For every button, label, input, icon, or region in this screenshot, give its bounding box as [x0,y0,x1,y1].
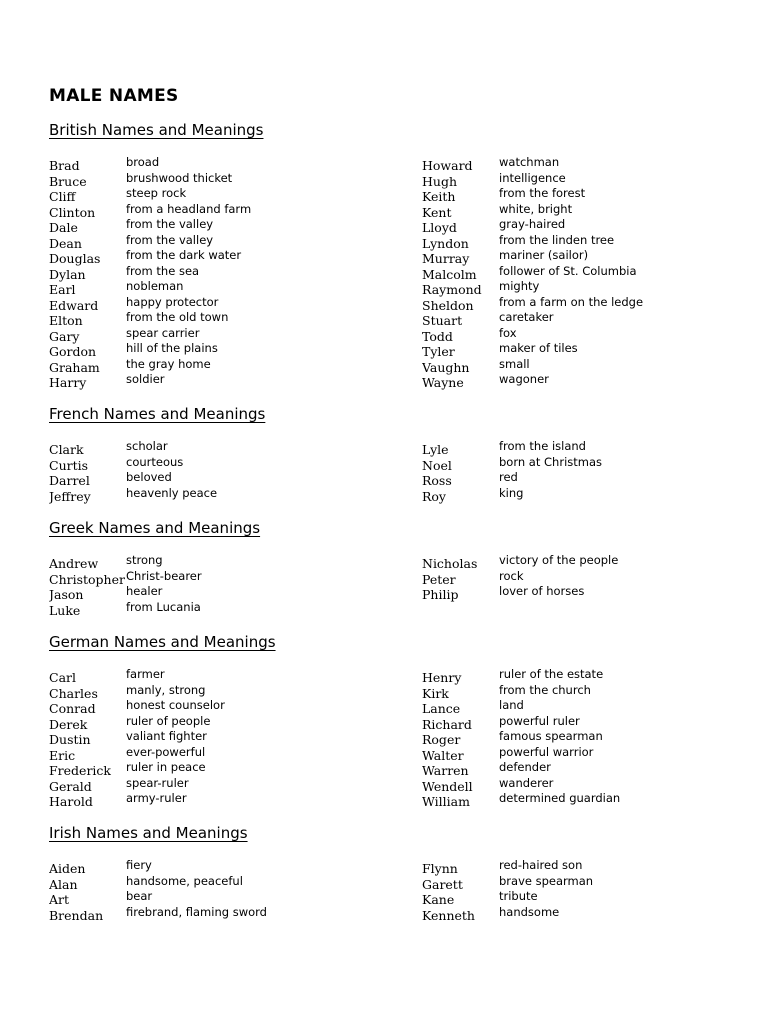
name-text: Keith [422,189,456,204]
name-entry [49,356,409,375]
meaning-text: from the valley [126,217,214,231]
name-text: Wayne [422,375,464,390]
name-entry [49,472,409,488]
meaning-text: from the old town [126,310,229,324]
section-heading: German Names and Meanings [49,633,276,651]
name-text: Kirk [422,685,449,701]
meaning-text: from the forest [499,186,586,200]
name-text: Flynn [422,861,458,876]
meaning-text: brave spearman [499,873,594,888]
name-entry [422,263,762,282]
name-entry [422,312,762,328]
meaning-text: powerful warrior [499,744,594,759]
name-text: Vaughn [422,359,470,375]
section-heading: Irish Names and Meanings [49,824,248,842]
name-entry [49,374,409,390]
meaning-text: spear carrier [126,325,200,340]
name-text: Gerald [49,778,92,794]
name-text: Lyle [422,442,449,457]
meaning-text: from the church [499,682,591,697]
name-entry [422,682,762,701]
name-text: Tyler [422,344,455,359]
meaning-text: from Lucania [126,599,201,614]
name-text: Harold [49,794,93,809]
name-text: Warren [422,763,469,778]
name-text: Conrad [49,701,96,716]
name-entry [49,586,409,602]
name-text: Cliff [49,189,76,204]
meaning-text: red [499,470,518,484]
name-entry [422,744,762,763]
name-entry [49,170,409,189]
name-entry [49,713,409,732]
names-column-right [422,555,762,602]
name-entry [422,762,762,778]
name-entry [422,188,762,204]
names-column-right [422,860,762,922]
name-text: Brendan [49,907,104,923]
names-column-right [422,669,762,809]
name-text: Lance [422,701,461,716]
meaning-text: fiery [126,858,152,872]
name-text: Gordon [49,344,97,359]
name-text: Darrel [49,473,90,488]
meaning-text: king [499,485,524,500]
name-entry [49,555,409,571]
name-text: Clark [49,442,84,457]
name-text: Douglas [49,251,101,266]
meaning-text: soldier [126,372,165,386]
name-entry [422,873,762,892]
name-entry [49,343,409,359]
name-text: Brad [49,158,80,173]
name-text: Walter [422,747,464,763]
name-text: Elton [49,313,83,328]
meaning-text: beloved [126,470,172,484]
name-text: Curtis [49,457,89,473]
meaning-text: famous spearman [499,729,603,743]
name-text: Dale [49,220,78,235]
meaning-text: powerful ruler [499,713,580,728]
name-text: Kent [422,204,452,220]
name-entry [422,157,762,173]
name-text: Edward [49,297,99,313]
name-text: Christopher [49,571,125,587]
meaning-text: from the dark water [126,248,242,262]
meaning-text: army-ruler [126,791,187,805]
meaning-text: caretaker [499,310,554,324]
name-text: Luke [49,602,81,618]
name-text: Malcolm [422,266,477,282]
names-column-left [49,441,409,503]
meaning-text: defender [499,760,551,774]
name-text: Charles [49,685,98,701]
meaning-text: born at Christmas [499,454,603,469]
meaning-text: white, bright [499,201,573,216]
meaning-text: spear-ruler [126,775,189,790]
meaning-text: lover of horses [499,584,585,598]
meaning-text: from the sea [126,263,200,278]
name-entry [422,555,762,571]
meaning-text: wagoner [499,372,549,386]
name-entry [49,762,409,778]
meaning-text: gray-haired [499,217,566,231]
meaning-text: manly, strong [126,682,206,697]
name-text: Jeffrey [49,488,91,504]
name-entry [49,669,409,685]
name-entry [422,891,762,907]
name-entry [49,485,409,504]
name-text: Alan [49,876,78,892]
section-heading: British Names and Meanings [49,121,264,139]
name-entry [49,700,409,716]
meaning-text: Christ-bearer [126,568,202,583]
name-entry [49,281,409,297]
section-heading: French Names and Meanings [49,405,266,423]
meaning-text: bear [126,889,153,903]
name-text: Raymond [422,282,482,297]
name-entry [422,669,762,685]
name-text: Dustin [49,732,91,747]
name-entry [49,744,409,763]
name-text: Carl [49,670,76,685]
meaning-text: from a headland farm [126,201,252,216]
meaning-text: watchman [499,155,560,169]
name-entry [49,325,409,344]
meaning-text: the gray home [126,356,211,371]
meaning-text: from a farm on the ledge [499,294,644,309]
name-text: Lloyd [422,220,457,235]
name-entry [49,682,409,701]
name-text: Howard [422,158,473,173]
name-entry [49,250,409,266]
name-text: Art [49,892,70,907]
meaning-text: valiant fighter [126,729,207,743]
meaning-text: from the island [499,439,586,453]
meaning-text: from the valley [126,232,214,247]
name-entry [422,485,762,504]
name-entry [49,873,409,892]
meaning-text: heavenly peace [126,485,218,500]
name-text: Sheldon [422,297,474,313]
name-text: Jason [49,587,84,602]
meaning-text: farmer [126,667,165,681]
name-entry [49,793,409,809]
meaning-text: fox [499,325,517,340]
name-entry [49,294,409,313]
name-entry [422,586,762,602]
name-text: Nicholas [422,556,478,571]
name-entry [422,374,762,390]
name-entry [49,441,409,457]
name-entry [49,312,409,328]
name-text: Noel [422,457,452,473]
name-text: Andrew [49,556,99,571]
name-entry [49,775,409,794]
meaning-text: firebrand, flaming sword [126,904,267,919]
name-text: Wendell [422,778,473,794]
page-title: MALE NAMES [49,86,179,106]
meaning-text: hill of the plains [126,341,218,355]
name-text: Richard [422,716,472,732]
name-text: Kenneth [422,907,475,923]
meaning-text: ruler of the estate [499,667,604,681]
meaning-text: strong [126,553,163,567]
name-text: Earl [49,282,76,297]
name-entry [49,904,409,923]
name-entry [422,232,762,251]
meaning-text: rock [499,568,524,583]
meaning-text: handsome, peaceful [126,873,243,888]
name-entry [49,454,409,473]
name-entry [422,904,762,923]
name-text: Kane [422,892,455,907]
name-text: Clinton [49,204,96,220]
name-entry [422,343,762,359]
names-column-right [422,441,762,503]
name-text: Harry [49,375,87,390]
names-column-left [49,860,409,922]
meaning-text: honest counselor [126,698,225,712]
name-entry [49,263,409,282]
meaning-text: scholar [126,439,168,453]
name-text: Todd [422,328,453,344]
meaning-text: healer [126,584,163,598]
name-entry [422,700,762,716]
name-text: Roy [422,488,446,504]
meaning-text: mighty [499,279,540,293]
name-entry [422,294,762,313]
meaning-text: steep rock [126,186,187,200]
meaning-text: ever-powerful [126,744,206,759]
name-text: Ross [422,473,452,488]
name-text: Dean [49,235,82,251]
name-text: Henry [422,670,462,685]
name-text: Bruce [49,173,87,189]
name-entry [422,201,762,220]
meaning-text: land [499,698,524,712]
name-text: Peter [422,571,456,587]
names-column-left [49,669,409,809]
name-text: Murray [422,251,470,266]
names-column-left [49,157,409,390]
names-column-right [422,157,762,390]
name-text: Eric [49,747,76,763]
meaning-text: nobleman [126,279,184,293]
meaning-text: determined guardian [499,791,621,805]
meaning-text: follower of St. Columbia [499,263,637,278]
meaning-text: red-haired son [499,858,583,872]
meaning-text: wanderer [499,775,554,790]
name-entry [422,356,762,375]
name-entry [422,793,762,809]
meaning-text: tribute [499,889,538,903]
name-entry [422,325,762,344]
meaning-text: intelligence [499,170,566,185]
name-text: William [422,794,470,809]
meaning-text: ruler of people [126,713,211,728]
name-text: Dylan [49,266,86,282]
meaning-text: brushwood thicket [126,170,233,185]
meaning-text: mariner (sailor) [499,248,589,262]
meaning-text: broad [126,155,160,169]
name-text: Philip [422,587,459,602]
name-text: Stuart [422,313,463,328]
name-entry [49,599,409,618]
name-text: Gary [49,328,80,344]
name-text: Graham [49,359,100,375]
name-entry [49,219,409,235]
name-text: Garett [422,876,463,892]
name-entry [422,454,762,473]
name-text: Derek [49,716,88,732]
meaning-text: courteous [126,454,184,469]
meaning-text: ruler in peace [126,760,206,774]
name-entry [422,170,762,189]
meaning-text: handsome [499,904,560,919]
meaning-text: small [499,356,530,371]
name-text: Frederick [49,763,111,778]
name-text: Roger [422,732,461,747]
name-entry [49,731,409,747]
meaning-text: maker of tiles [499,341,578,355]
meaning-text: victory of the people [499,553,619,567]
name-entry [49,201,409,220]
meaning-text: from the linden tree [499,232,615,247]
name-entry [422,472,762,488]
name-text: Aiden [49,861,86,876]
name-entry [422,568,762,587]
name-text: Hugh [422,173,458,189]
names-column-left [49,555,409,617]
name-text: Lyndon [422,235,469,251]
meaning-text: happy protector [126,294,219,309]
name-entry [49,568,409,587]
section-heading: Greek Names and Meanings [49,519,261,537]
